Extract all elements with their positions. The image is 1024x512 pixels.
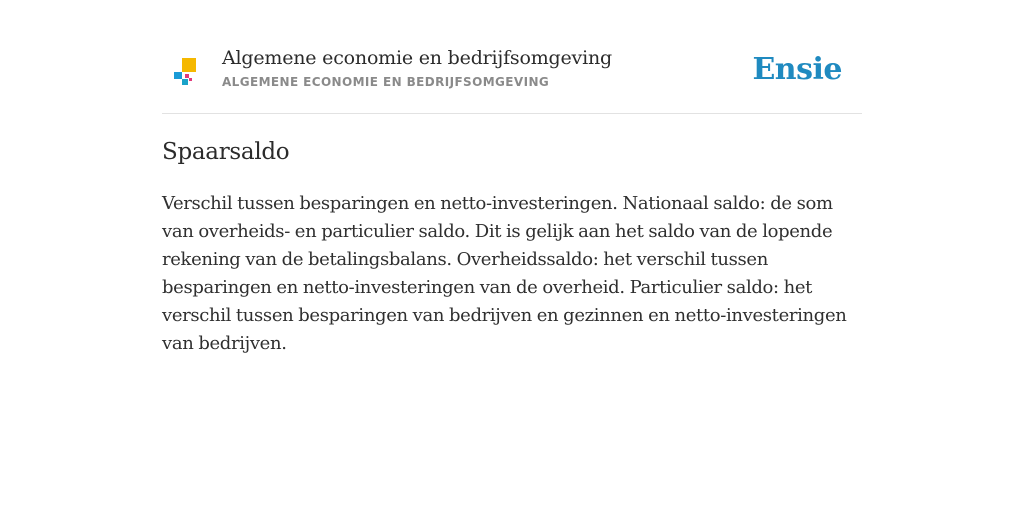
entry-title: Spaarsaldo: [162, 139, 290, 165]
header-titles: [222, 44, 612, 91]
logo-pink-dot: [189, 78, 192, 81]
dictionary-title: Algemene economie en bedrijfsomgeving: [222, 47, 612, 69]
ensie-logo-icon: [174, 57, 198, 87]
entry-definition: Verschil tussen besparingen en netto-investeringen. Nationaal saldo: de som van overheids- en particulier saldo. Dit is gelijk aan het saldo van de lopende rekening van de betalingsbalans. Overheidssaldo: het verschil tussen besparingen en netto-investeringen van de overheid. Particulier saldo: het verschil tussen besparingen van bedrijven en gezinnen en netto-investeringen van bedrijven.: [162, 193, 847, 354]
brand-logo-text[interactable]: Ensie: [752, 52, 842, 87]
entry-card: [162, 0, 862, 512]
card-header: [162, 0, 862, 114]
dictionary-subtitle: ALGEMENE ECONOMIE EN BEDRIJFSOMGEVING: [222, 75, 550, 89]
logo-teal-square: [182, 79, 188, 85]
logo-blue-square: [174, 72, 182, 79]
logo-yellow-square: [182, 58, 196, 72]
